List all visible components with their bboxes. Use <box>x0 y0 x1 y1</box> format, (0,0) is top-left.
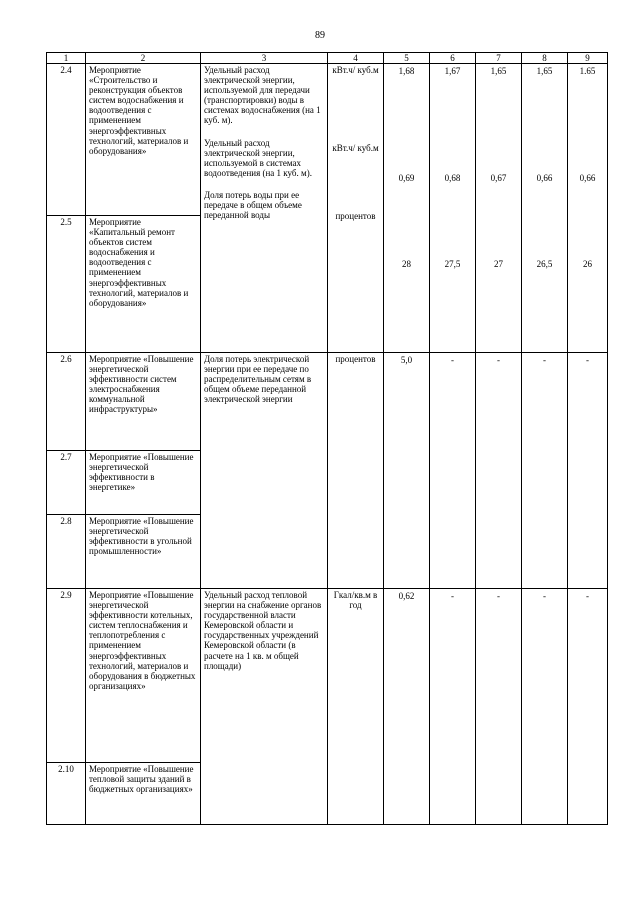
event-cell: Мероприятие «Капитальный ремонт объектов систем водоснабжения и водоотведения с применением энергоэффективных технологий, материалов и оборудования» <box>86 216 201 353</box>
row-number: 2.10 <box>47 763 86 825</box>
unit: кВт.ч/ куб.м <box>332 143 379 154</box>
header-cell: 8 <box>522 53 568 64</box>
event-cell: Мероприятие «Повышение энергетической эффективности в угольной промышленности» <box>86 515 201 589</box>
value: 1,67 <box>444 66 461 77</box>
table-row <box>47 64 608 216</box>
row-number: 2.6 <box>47 353 86 451</box>
value-cell: - <box>476 353 522 589</box>
value-cell: - <box>430 589 476 825</box>
value-cell: - <box>522 589 568 825</box>
value: 0,66 <box>536 173 553 184</box>
value: 26,5 <box>536 259 553 270</box>
value: 0,67 <box>490 173 507 184</box>
header-cell: 7 <box>476 53 522 64</box>
unit: процентов <box>335 211 376 222</box>
header-row <box>47 53 608 64</box>
indicator-cell <box>201 64 328 353</box>
row-number: 2.4 <box>47 64 86 216</box>
value: 27,5 <box>444 259 461 270</box>
header-cell: 1 <box>47 53 86 64</box>
value: 0,69 <box>398 173 415 184</box>
indicator-name: Удельный расход электрической энергии, используемой в системах водоотведения (на 1 куб. м). <box>204 137 312 178</box>
header-cell: 9 <box>568 53 608 64</box>
value-cell: 5,0 <box>384 353 430 589</box>
value-cell: - <box>476 589 522 825</box>
value: 1,68 <box>398 66 415 77</box>
value-cell: - <box>568 589 608 825</box>
event-cell: Мероприятие «Повышение энергетической эффективности котельных, систем теплоснабжения и теплопотребления с применением энергоэффективных технологий, материалов и оборудования в бюджетных организациях» <box>86 589 201 763</box>
value: 28 <box>402 259 411 270</box>
header-cell: 5 <box>384 53 430 64</box>
value-cell <box>384 64 430 353</box>
value-cell <box>476 64 522 353</box>
unit-cell: Гкал/кв.м в год <box>328 589 384 825</box>
indicator-cell: Доля потерь электрической энергии при ее передаче по распределительным сетям в общем объеме переданной электрической энергии <box>201 353 328 589</box>
event-cell: Мероприятие «Повышение энергетической эффективности систем электроснабжения коммунальной инфраструктуры» <box>86 353 201 451</box>
unit: кВт.ч/ куб.м <box>332 65 379 76</box>
value-cell <box>522 64 568 353</box>
value-cell <box>568 64 608 353</box>
value: 0,68 <box>444 173 461 184</box>
unit-cell: процентов <box>328 353 384 589</box>
row-number: 2.9 <box>47 589 86 763</box>
value: 1,65 <box>490 66 507 77</box>
value-cell <box>430 64 476 353</box>
value-cell: 0,62 <box>384 589 430 825</box>
table-row <box>47 589 608 763</box>
indicator-name: Удельный расход электрической энергии, используемой для передачи (транспортировки) воды в системах водоснабжения (на 1 куб. м). <box>204 65 321 126</box>
unit-cell <box>328 64 384 353</box>
value-cell: - <box>430 353 476 589</box>
header-cell: 2 <box>86 53 201 64</box>
value-cell: - <box>522 353 568 589</box>
value: 1,65 <box>536 66 553 77</box>
table-row <box>47 353 608 451</box>
indicator-cell: Удельный расход тепловой энергии на снабжение органов государственной власти Кемеровской области и государственных учреждений Кемеровской области (в расчете на 1 кв. м общей площади) <box>201 589 328 825</box>
header-cell: 4 <box>328 53 384 64</box>
page-number: 89 <box>315 30 325 41</box>
value: 27 <box>494 259 503 270</box>
value: 1.65 <box>579 66 596 77</box>
value: 26 <box>583 259 592 270</box>
row-number: 2.7 <box>47 451 86 515</box>
header-cell: 6 <box>430 53 476 64</box>
indicator-name: Доля потерь воды при ее передаче в общем объеме переданной воды <box>204 189 302 221</box>
row-number: 2.8 <box>47 515 86 589</box>
event-cell: Мероприятие «Строительство и реконструкция объектов систем водоснабжения и водоотведения с применением энергоэффективных технологий, материалов и оборудования» <box>86 64 201 216</box>
header-cell: 3 <box>201 53 328 64</box>
row-number: 2.5 <box>47 216 86 353</box>
event-cell: Мероприятие «Повышение тепловой защиты зданий в бюджетных организациях» <box>86 763 201 825</box>
value-cell: - <box>568 353 608 589</box>
value: 0,66 <box>579 173 596 184</box>
event-cell: Мероприятие «Повышение энергетической эффективности в энергетике» <box>86 451 201 515</box>
indicators-table <box>46 52 608 825</box>
